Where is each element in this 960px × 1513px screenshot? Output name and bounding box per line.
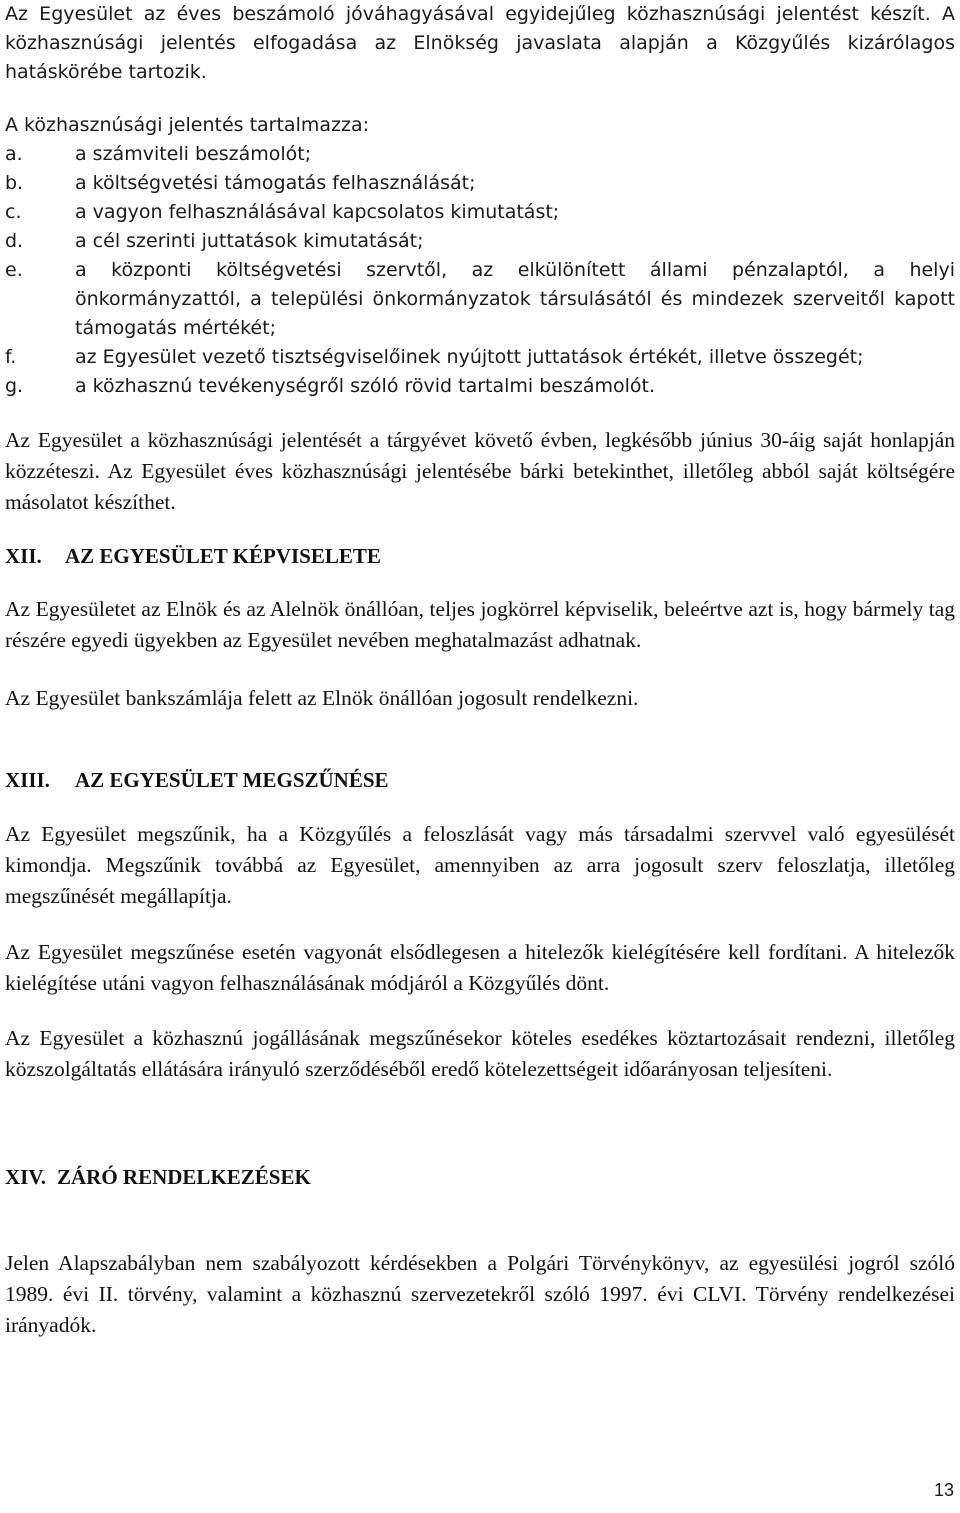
list-item xyxy=(5,169,955,198)
list-text: a cél szerinti juttatások kimutatását; xyxy=(75,230,424,252)
list-marker: d. xyxy=(5,230,24,252)
list-marker: g. xyxy=(5,375,24,397)
list-text: a számviteli beszámolót; xyxy=(75,143,312,165)
obligations-paragraph: Az Egyesület a közhasznú jogállásának megszűnésekor köteles esedékes köztartozásait rendezni, illetőleg közszolgáltatás ellátására irányuló szerződéséből eredő kötelezettségeit időarányosan teljesíteni. xyxy=(5,1026,955,1081)
section-title: ZÁRÓ RENDELKEZÉSEK xyxy=(57,1165,311,1189)
intro-paragraph: Az Egyesület az éves beszámoló jóváhagyásával egyidejűleg közhasznúsági jelentést készít. A közhasznúsági jelentés elfogadása az Elnökség javaslata alapján a Közgyűlés kizárólagos hatáskörébe tartozik. xyxy=(5,3,955,83)
section-heading-xiii xyxy=(5,765,389,795)
representation-paragraph: Az Egyesületet az Elnök és az Alelnök önállóan, teljes jogkörrel képviselik, beleértve azt is, hogy bármely tag részére egyedi ügyekben az Egyesület nevében meghatalmazást adhatnak. xyxy=(5,597,955,652)
dissolution-paragraph: Az Egyesület megszűnik, ha a Közgyűlés a feloszlását vagy más társadalmi szervvel való egyesülését kimondja. Megszűnik továbbá az Egyesület, amennyiben az arra jogosult szerv feloszlatja, illetőleg megszűnését megállapítja. xyxy=(5,822,955,908)
section-title: AZ EGYESÜLET MEGSZŰNÉSE xyxy=(75,768,389,792)
list-text: a közhasznú tevékenységről szóló rövid tartalmi beszámolót. xyxy=(75,375,656,397)
list-item xyxy=(5,227,955,256)
section-title: AZ EGYESÜLET KÉPVISELETE xyxy=(65,544,381,568)
list-marker: e. xyxy=(5,259,23,281)
page-number: 13 xyxy=(933,1480,954,1500)
assets-paragraph: Az Egyesület megszűnése esetén vagyonát elsődlegesen a hitelezők kielégítésére kell fordítani. A hitelezők kielégítése utáni vagyon felhasználásának módjáról a Közgyűlés dönt. xyxy=(5,940,955,995)
list-lead: A közhasznúsági jelentés tartalmazza: xyxy=(5,114,369,136)
list-text: az Egyesület vezető tisztségviselőinek nyújtott juttatások értékét, illetve összegét; xyxy=(75,346,864,368)
section-heading-xiv xyxy=(5,1162,311,1192)
list-item xyxy=(5,372,955,401)
closing-paragraph: Jelen Alapszabályban nem szabályozott kérdésekben a Polgári Törvénykönyv, az egyesülési jogról szóló 1989. évi II. törvény, valamint a közhasznú szervezetekről szóló 1997. évi CLVI. Törvény rendelkezései irányadók. xyxy=(5,1251,955,1337)
list-item xyxy=(5,198,955,227)
section-number: XIV. xyxy=(5,1165,47,1189)
section-number: XII. xyxy=(5,544,42,568)
list-marker: f. xyxy=(5,346,17,368)
section-number: XIII. xyxy=(5,768,50,792)
list-marker: a. xyxy=(5,143,23,165)
list-item xyxy=(5,343,955,372)
list-marker: c. xyxy=(5,201,22,223)
content-list xyxy=(5,140,955,401)
list-text: a vagyon felhasználásával kapcsolatos kimutatást; xyxy=(75,201,560,223)
list-item xyxy=(5,256,955,343)
list-text: a központi költségvetési szervtől, az elkülönített állami pénzalaptól, a helyi önkormányzattól, a települési önkormányzatok társulásától és mindezek szerveitől kapott támogatás mértékét; xyxy=(75,259,955,339)
section-heading-xii xyxy=(5,541,381,571)
bank-account-paragraph: Az Egyesület bankszámlája felett az Elnök önállóan jogosult rendelkezni. xyxy=(5,686,639,710)
list-item xyxy=(5,140,955,169)
publication-paragraph: Az Egyesület a közhasznúsági jelentését a tárgyévet követő évben, legkésőbb június 30-áig saját honlapján közzéteszi. Az Egyesület éves közhasznúsági jelentésébe bárki betekinthet, illetőleg abból saját költségére másolatot készíthet. xyxy=(5,428,955,514)
list-marker: b. xyxy=(5,172,24,194)
list-text: a költségvetési támogatás felhasználását; xyxy=(75,172,476,194)
